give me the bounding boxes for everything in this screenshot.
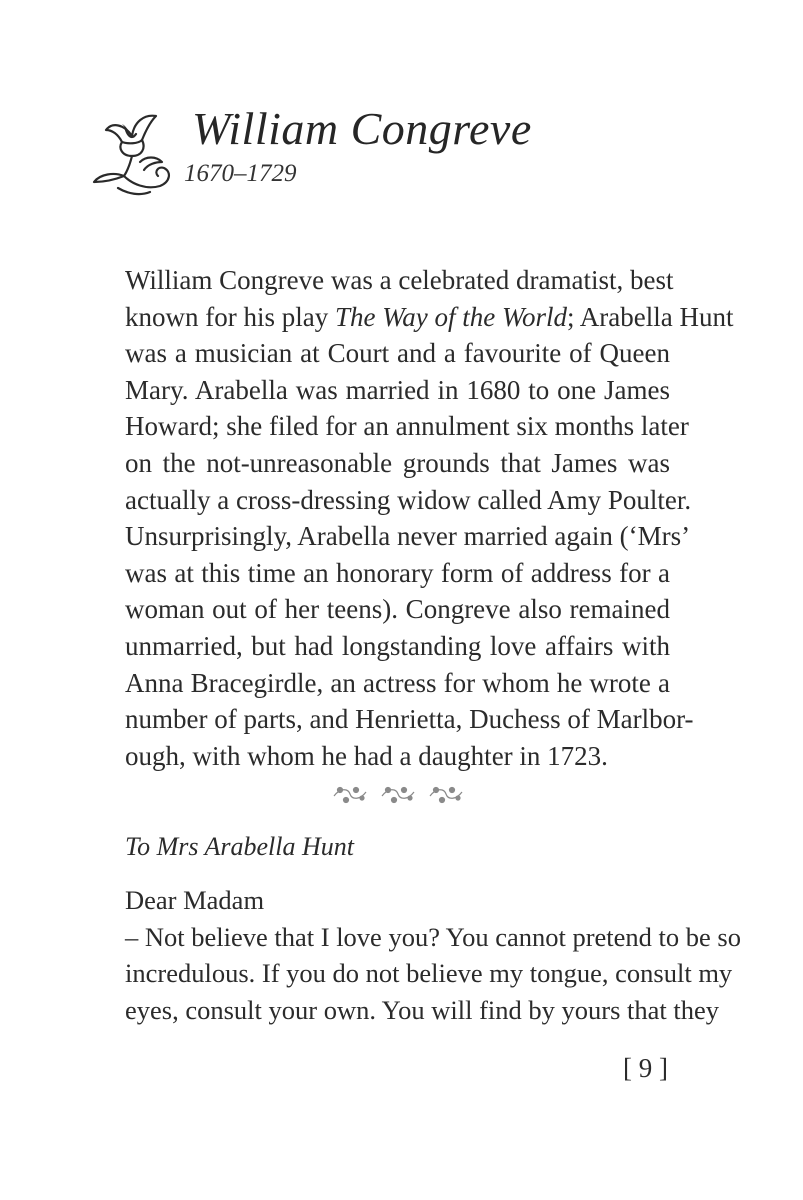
letter-line: eyes, consult your own. You will find by yours that they [125, 994, 720, 1025]
page-number: [ 9 ] [623, 1053, 668, 1083]
letter-heading: To Mrs Arabella Hunt [125, 832, 354, 861]
letter-line: incredulous. If you do not believe my tongue, consult my [125, 958, 733, 988]
letter-body [125, 882, 741, 1028]
intro-line: woman out of her teens). Congreve also remained [125, 594, 670, 625]
intro-line: ough, with whom he had a daughter in 1723. [125, 740, 608, 771]
intro-line-text: ; Arabella Hunt [567, 301, 734, 332]
chapter-title: William Congreve [192, 103, 532, 154]
intro-line: Unsurprisingly, Arabella never married again (‘Mrs’ [125, 521, 691, 552]
intro-line: number of parts, and Henrietta, Duchess of Marlbor- [125, 704, 694, 735]
chapter-dates: 1670–1729 [184, 160, 297, 187]
intro-line: was a musician at Court and a favourite of Queen [125, 338, 670, 369]
intro-line: Anna Bracegirdle, an actress for whom he wrote a [125, 667, 670, 698]
intro-paragraph [125, 262, 734, 774]
intro-line-text: known for his play [125, 301, 335, 332]
intro-line: Mary. Arabella was married in 1680 to one James [125, 374, 670, 405]
intro-line [125, 299, 734, 336]
play-title: The Way of the World [334, 301, 567, 332]
letter-salutation: Dear Madam [125, 885, 265, 915]
intro-line: unmarried, but had longstanding love affairs with [125, 630, 670, 661]
intro-line: actually a cross-dressing widow called Amy Poulter. [125, 484, 692, 515]
intro-line: on the not-unreasonable grounds that James was [125, 447, 670, 478]
floral-divider-icon [328, 778, 468, 806]
intro-line: William Congreve was a celebrated dramatist, best [125, 265, 674, 295]
intro-line: Howard; she filed for an annulment six months later [125, 411, 689, 442]
intro-line: was at this time an honorary form of address for a [125, 557, 670, 588]
tulip-flourish-icon [88, 100, 184, 200]
letter-line: – Not believe that I love you? You cannot pretend to be so [125, 921, 741, 952]
